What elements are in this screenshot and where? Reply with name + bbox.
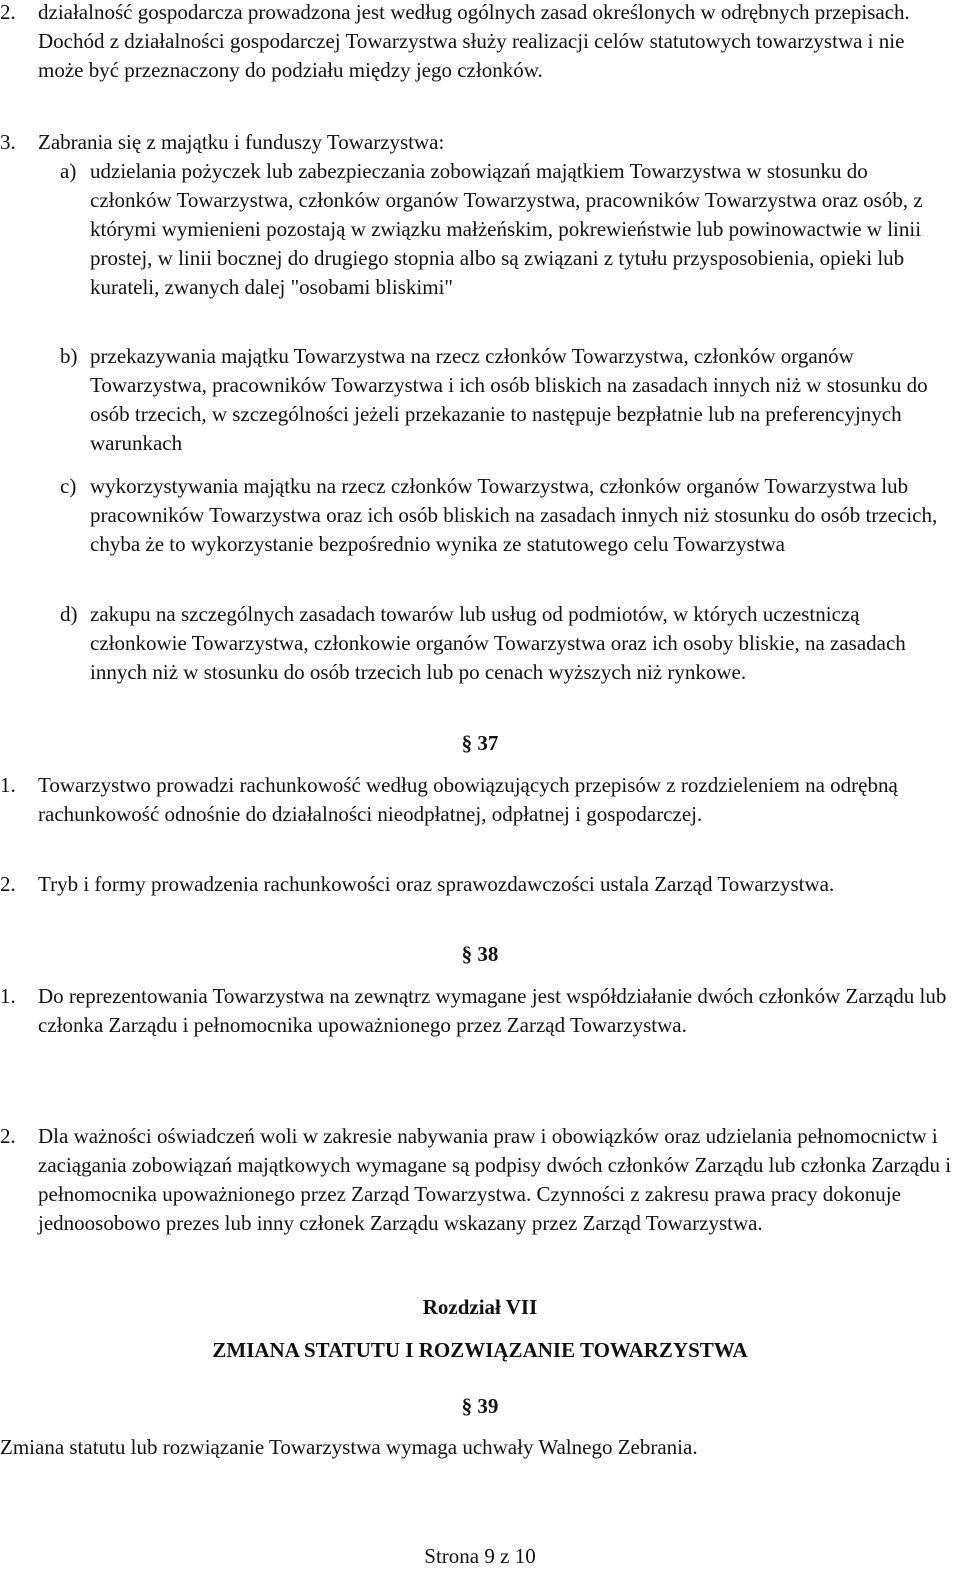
paragraph-number: 3. xyxy=(0,130,16,154)
paragraph-number: 2. xyxy=(0,1124,16,1148)
section-heading: § 38 xyxy=(461,942,499,966)
paragraph-text: Tryb i formy prowadzenia rachunkowości oraz sprawozdawczości ustala Zarząd Towarzystwa. xyxy=(38,872,835,896)
list-item-label: c) xyxy=(60,474,77,498)
paragraph-number: 1. xyxy=(0,773,16,797)
paragraph-text: Towarzystwo prowadzi rachunkowość według obowiązujących przepisów z rozdzieleniem na odrębną rachunkowość odnośnie do działalności nieodpłatnej, odpłatnej i gospodarczej. xyxy=(38,773,898,826)
chapter-subtitle: ZMIANA STATUTU I ROZWIĄZANIE TOWARZYSTWA xyxy=(212,1338,748,1362)
list-item-text: przekazywania majątku Towarzystwa na rzecz członków Towarzystwa, członków organów Towarzystwa, pracowników Towarzystwa i ich osób bliskich na zasadach innych niż w stosunku do osób trzecich, w szczególności jeżeli przekazanie to następuje bezpłatnie lub na preferencyjnych warunkach xyxy=(90,344,928,455)
paragraph-number: 2. xyxy=(0,0,16,24)
list-item-text: wykorzystywania majątku na rzecz członków Towarzystwa, członków organów Towarzystwa lub pracowników Towarzystwa oraz ich osób bliskich na zasadach innych niż stosunku do osób trzecich, chyba że to wykorzystanie bezpośrednio wynika ze statutowego celu Towarzystwa xyxy=(90,474,938,556)
list-item-label: b) xyxy=(60,344,78,368)
paragraph-text: Dla ważności oświadczeń woli w zakresie nabywania praw i obowiązków oraz udzielania pełnomocnictw i zaciągania zobowiązań majątkowych wymagane są podpisy dwóch członków Zarządu lub członka Zarządu i pełnomocnika upoważnionego przez Zarząd Towarzystwa. Czynności z zakresu prawa pracy dokonuje jednoosobowo prezes lub inny członek Zarządu wskazany przez Zarząd Towarzystwa. xyxy=(38,1124,952,1235)
paragraph-text: Do reprezentowania Towarzystwa na zewnątrz wymagane jest współdziałanie dwóch członków Zarządu lub członka Zarządu i pełnomocnika upoważnionego przez Zarząd Towarzystwa. xyxy=(38,984,947,1037)
page-number: Strona 9 z 10 xyxy=(424,1544,536,1568)
paragraph-number: 1. xyxy=(0,984,16,1008)
list-item-label: d) xyxy=(60,602,78,626)
paragraph-text: Zabrania się z majątku i funduszy Towarzystwa: xyxy=(38,130,445,154)
section-heading: § 39 xyxy=(461,1394,499,1418)
list-item-text: zakupu na szczególnych zasadach towarów lub usług od podmiotów, w których uczestniczą członkowie Towarzystwa, członkowie organów Towarzystwa oraz ich osoby bliskie, na zasadach innych niż w stosunku do osób trzecich lub po cenach wyższych niż rynkowe. xyxy=(90,602,906,684)
list-item-label: a) xyxy=(60,159,77,183)
paragraph-text: Zmiana statutu lub rozwiązanie Towarzystwa wymaga uchwały Walnego Zebrania. xyxy=(0,1435,698,1459)
paragraph-text: działalność gospodarcza prowadzona jest według ogólnych zasad określonych w odrębnych przepisach. Dochód z działalności gospodarczej Towarzystwa służy realizacji celów statutowych towarzystwa i nie może być przeznaczony do podziału między jego członków. xyxy=(38,0,910,82)
list-item-text: udzielania pożyczek lub zabezpieczania zobowiązań majątkiem Towarzystwa w stosunku do członków Towarzystwa, członków organów Towarzystwa, pracowników Towarzystwa oraz osób, z którymi wymienieni pozostają w związku małżeńskim, pokrewieństwie lub powinowactwie w linii prostej, w linii bocznej do drugiego stopnia albo są związani z tytułu przysposobienia, opieki lub kurateli, zwanych dalej "osobami bliskimi" xyxy=(90,159,923,299)
paragraph-number: 2. xyxy=(0,872,16,896)
chapter-title: Rozdział VII xyxy=(422,1295,538,1319)
section-heading: § 37 xyxy=(461,731,499,755)
